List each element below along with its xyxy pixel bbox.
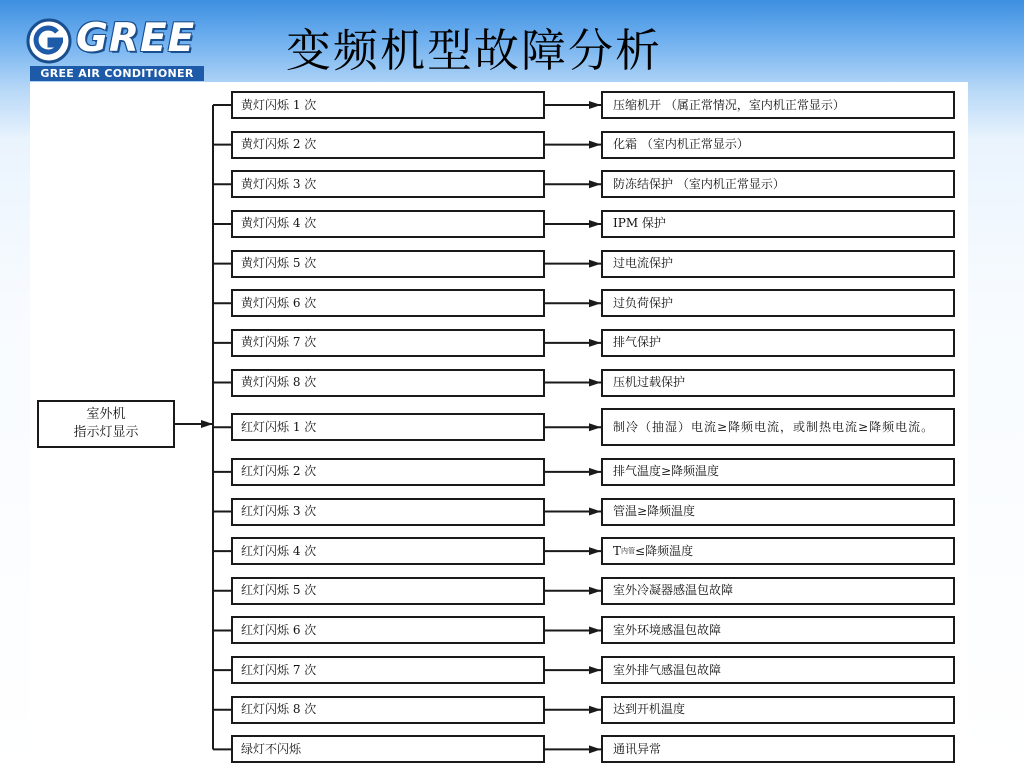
page-title: 变频机型故障分析: [286, 24, 663, 77]
meaning-box: [601, 91, 955, 119]
indicator-label: 黄灯闪烁 7 次: [241, 335, 317, 350]
meaning-box: [601, 408, 955, 446]
meaning-label: 压缩机开 （属正常情况，室内机正常显示）: [613, 97, 845, 112]
meaning-subscript: 内管: [621, 546, 636, 555]
indicator-label: 红灯闪烁 3 次: [241, 504, 317, 518]
logo-row: [22, 14, 204, 64]
brand-wordmark: GREE: [76, 16, 196, 61]
indicator-box: [231, 458, 545, 486]
meaning-label-rest: ≤降频温度: [635, 543, 694, 558]
meaning-label: 室外环境感温包故障: [613, 622, 722, 637]
meaning-box: [601, 329, 955, 357]
meaning-box: [601, 289, 955, 317]
meaning-label: 过电流保护: [613, 256, 674, 271]
meaning-label: 通讯异常: [613, 741, 662, 756]
gree-logo-mark-icon: [26, 18, 72, 64]
meaning-box: [601, 369, 955, 397]
gree-logo: [22, 14, 204, 80]
indicator-box: [231, 289, 545, 317]
indicator-label: 黄灯闪烁 6 次: [241, 295, 317, 310]
meaning-box: [601, 131, 955, 159]
meaning-box: [601, 577, 955, 605]
indicator-label: 红灯闪烁 5 次: [241, 583, 317, 598]
meaning-box: [601, 696, 955, 724]
indicator-box: [231, 696, 545, 724]
indicator-label: 红灯闪烁 2 次: [241, 464, 317, 479]
root-label-line1: 室外机: [86, 407, 126, 422]
meaning-label: IPM 保护: [613, 216, 666, 231]
meaning-label: 排气温度≥降频温度: [613, 464, 720, 479]
meaning-box: [601, 537, 955, 565]
meaning-box: [601, 616, 955, 644]
meaning-label: T: [613, 543, 622, 558]
meaning-label: 室外冷凝器感温包故障: [613, 583, 734, 598]
meaning-label: 室外排气感温包故障: [613, 662, 722, 677]
root-label-line2: 指示灯显示: [73, 425, 139, 440]
indicator-box: [231, 735, 545, 763]
indicator-label: 绿灯不闪烁: [241, 741, 302, 756]
meaning-label: 达到开机温度: [613, 702, 686, 717]
root-node: [37, 400, 175, 448]
meaning-label: 管温≥降频温度: [613, 504, 696, 518]
indicator-label: 红灯闪烁 6 次: [241, 622, 317, 637]
meaning-label: 排气保护: [613, 335, 662, 350]
meaning-label: 压机过载保护: [613, 375, 686, 390]
indicator-label: 红灯闪烁 7 次: [241, 662, 317, 677]
indicator-label: 红灯闪烁 8 次: [241, 702, 317, 717]
indicator-box: [231, 616, 545, 644]
indicator-label: 黄灯闪烁 5 次: [241, 256, 317, 271]
indicator-box: [231, 498, 545, 526]
meaning-box: [601, 656, 955, 684]
indicator-box: [231, 250, 545, 278]
indicator-box: [231, 329, 545, 357]
indicator-box: [231, 91, 545, 119]
indicator-box: [231, 537, 545, 565]
meaning-box: [601, 170, 955, 198]
meaning-label: 化霜 （室内机正常显示）: [613, 137, 749, 152]
indicator-label: 红灯闪烁 1 次: [241, 419, 317, 434]
meaning-box: [601, 210, 955, 238]
indicator-box: [231, 413, 545, 441]
brand-subtitle: GREE AIR CONDITIONER: [30, 66, 204, 81]
meaning-label: 制冷（抽湿）电流≥降频电流，或制热电流≥降频电流。: [613, 419, 935, 434]
indicator-box: [231, 210, 545, 238]
indicator-box: [231, 369, 545, 397]
meaning-box: [601, 735, 955, 763]
indicator-label: 黄灯闪烁 2 次: [241, 137, 317, 152]
indicator-box: [231, 656, 545, 684]
indicator-box: [231, 577, 545, 605]
meaning-box: [601, 250, 955, 278]
meaning-box: [601, 498, 955, 526]
indicator-label: 黄灯闪烁 8 次: [241, 375, 317, 390]
meaning-label: 过负荷保护: [613, 295, 674, 310]
indicator-label: 黄灯闪烁 4 次: [241, 216, 317, 231]
indicator-label: 黄灯闪烁 1 次: [241, 97, 317, 112]
meaning-box: [601, 458, 955, 486]
indicator-label: 红灯闪烁 4 次: [241, 543, 317, 558]
meaning-label: 防冻结保护 （室内机正常显示）: [613, 176, 785, 191]
indicator-label: 黄灯闪烁 3 次: [241, 176, 317, 191]
indicator-box: [231, 170, 545, 198]
indicator-box: [231, 131, 545, 159]
